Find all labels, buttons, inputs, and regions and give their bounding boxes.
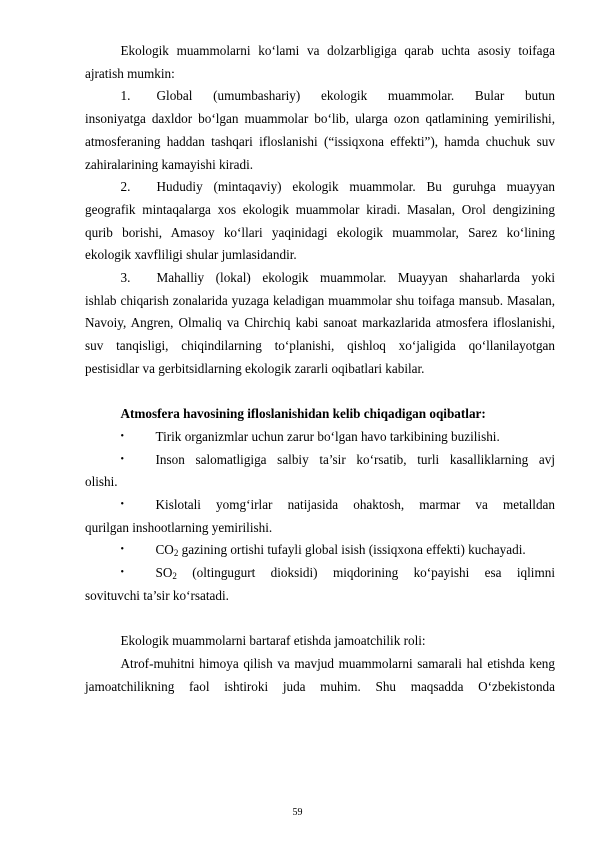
bullet-3-text: Kislotali yomg‘irlar natijasida ohaktosh, marmar va metalldan [155,497,555,513]
bullet-icon: • [120,499,125,511]
bullet-5-text: (oltingugurt dioksidi) miqdorining ko‘payishi esa iqlimni [176,565,555,581]
bullet-icon: • [120,430,125,442]
bullet-item-1 [85,426,555,449]
category-1-title-line: Global (umumbashariy) ekologik muammolar. Bular butun [156,88,555,104]
so2-subscript: 2 [172,571,177,582]
page-number: 59 [292,807,303,818]
bullet-1-text: Tirik organizmlar uchun zarur bo‘lgan havo tarkibining buzilishi. [155,428,500,444]
category-2-number: 2. [120,179,131,195]
spacer [85,381,555,404]
category-1-number: 1. [120,88,131,104]
bullet-5-continuation: sovituvchi ta’sir ko‘rsatadi. [85,587,229,603]
bullet-icon: • [120,567,125,579]
category-3-title-line: Mahalliy (lokal) ekologik muammolar. Muayyan shaharlarda yoki [156,270,555,286]
co2-subscript: 2 [173,548,179,559]
document-page [85,40,555,698]
category-2-first-line [85,176,555,199]
public-role-heading: Ekologik muammolarni bartaraf etishda jamoatchilik roli: [120,633,426,649]
co2-formula: CO [155,542,174,558]
category-1-text: insoniyatga daxldor bo‘lgan muammolar bo‘lib, ularga ozon qatlamining yemirilishi, atmosferaning haddan tashqari ifloslanishi (“issiqxona effekti”), hamda chuchuk suv zahiralarining kamayishi kiradi. [85,111,555,172]
bullet-icon: • [120,544,125,556]
bullet-3-continuation: qurilgan inshootlarning yemirilishi. [85,519,273,535]
section-heading: Atmosfera havosining ifloslanishidan kelib chiqadigan oqibatlar: [120,406,486,422]
bullet-item-5 [85,562,555,585]
bullet-item-4 [85,539,555,562]
bullet-item-2 [85,449,555,472]
so2-formula: SO [155,565,173,581]
bullet-2-text: Inson salomatligiga salbiy ta’sir ko‘rsatib, turli kasalliklarning avj [155,451,555,467]
intro-paragraph: Ekologik muammolarni ko‘lami va dolzarbligiga qarab uchta asosiy toifaga ajratish mumkin: [85,43,555,81]
spacer [85,608,555,631]
category-1-first-line [85,85,555,108]
bullet-item-3 [85,494,555,517]
category-2-text: geografik mintaqalarga xos ekologik muammolar kiradi. Masalan, Orol dengizining qurib borishi, Amasoy ko‘llari yaqinidagi ekologik muammolar, Sarez ko‘lining ekologik xavfliligi shular jumlasidandir. [85,201,555,263]
bullet-icon: • [120,453,125,465]
category-3-text: ishlab chiqarish zonalarida yuzaga keladigan muammolar shu toifaga mansub. Masalan, Navoiy, Angren, Olmaliq va Chirchiq kabi sanoat markazlarida atmosfera ifloslanishi, suv tanqisligi, chiqindilarning to‘planishi, qishloq xo‘jaligida qo‘llanilayotgan pestisidlar va gerbitsidlarning ekologik zararli oqibatlari kabilar. [85,292,555,376]
category-3-number: 3. [120,270,131,286]
category-2-title-line: Hududiy (mintaqaviy) ekologik muammolar. Bu guruhga muayyan [156,179,555,195]
closing-paragraph: Atrof-muhitni himoya qilish va mavjud muammolarni samarali hal etishda keng jamoatchilikning faol ishtiroki juda muhim. Shu maqsadda O‘zbekistonda [85,655,555,694]
bullet-4-text: gazining ortishi tufayli global isish (issiqxona effekti) kuchayadi. [178,542,526,558]
bullet-2-continuation: olishi. [85,474,118,490]
category-3-first-line [85,267,555,290]
